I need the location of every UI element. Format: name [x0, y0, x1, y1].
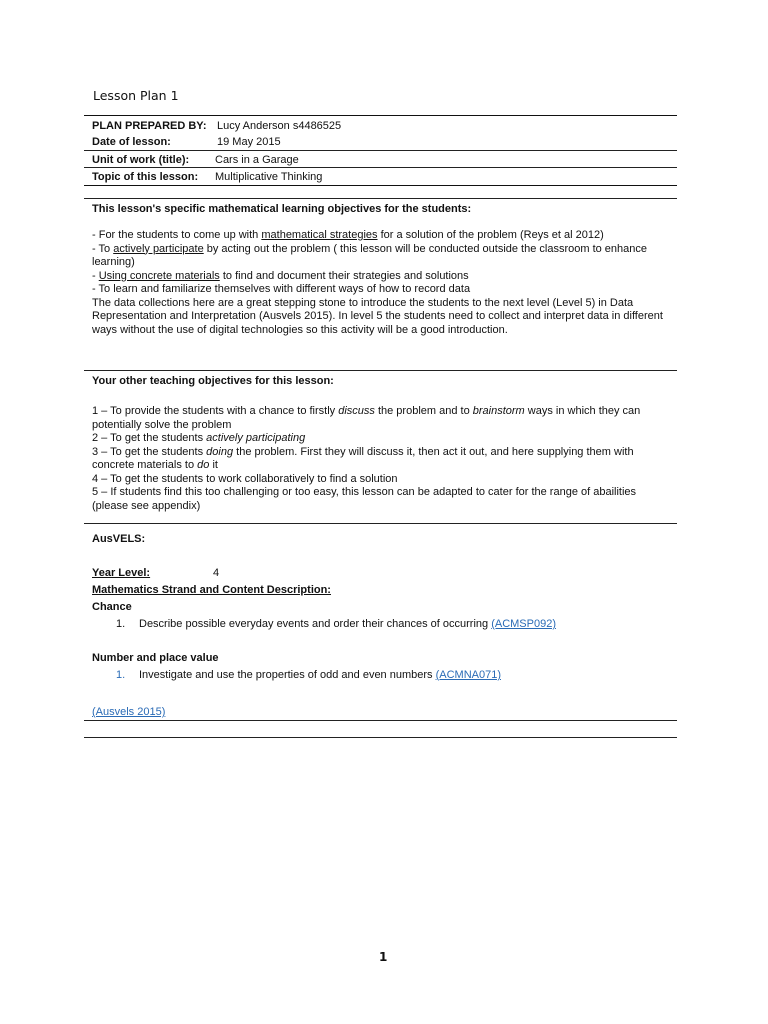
date-value: 19 May 2015 [217, 136, 281, 148]
number-number: 1. [116, 669, 126, 681]
teaching-item [92, 405, 672, 432]
unit-value: Cars in a Garage [215, 154, 299, 166]
text: it [209, 459, 218, 471]
teaching-item: 5 – If students find this too challenging or too easy, this lesson can be adapted to cater for the range of abailities (please see appendix) [92, 486, 637, 512]
acmsp092-link[interactable]: (ACMSP092) [491, 618, 556, 630]
year-level-label [92, 567, 150, 579]
prepared-by-label: PLAN PREPARED BY: [92, 120, 207, 132]
text: 2 – To get the students [92, 432, 207, 444]
table-row-rule [84, 150, 677, 151]
text: actively participate [113, 242, 204, 255]
text: 1 – To provide the students with a chance to firstly [92, 405, 339, 417]
objective-paragraph: The data collections here are a great stepping stone to introduce the students to the next level (Level 5) in Data Representation and Interpretation (Ausvels 2015). In level 5 the students need to collect and interpret data in different ways without the use of digital technologies so this activity will be a good introduction. [92, 296, 663, 336]
prepared-by-value: Lucy Anderson s4486525 [217, 120, 342, 132]
text: doing [206, 445, 234, 458]
number-description [139, 669, 501, 681]
objectives-body [92, 229, 672, 337]
table-top-rule [84, 115, 677, 116]
objectives-heading: This lesson's specific mathematical learning objectives for the students: [92, 203, 472, 215]
section-rule [84, 370, 677, 371]
teaching-item: 4 – To get the students to work collaboratively to find a solution [92, 472, 398, 485]
unit-label: Unit of work (title): [92, 154, 190, 166]
chance-heading: Chance [92, 601, 132, 613]
text: ways in which they can potentially solve the problem [92, 405, 641, 431]
table-bottom-rule [84, 185, 677, 186]
section-rule [84, 720, 677, 721]
text: for a solution of the problem (Reys et al 2012) [377, 229, 604, 241]
text: Year Level: [92, 567, 151, 579]
text: discuss [338, 405, 375, 417]
text: to find and document their strategies and solutions [219, 269, 469, 282]
text: - [92, 269, 99, 282]
page-title: Lesson Plan 1 [93, 88, 179, 103]
page-number: 1 [379, 950, 388, 964]
chance-number: 1. [116, 618, 126, 630]
text: actively participating [206, 432, 306, 444]
text: the problem. First they will discuss it, then act it out, and here supplying them with concrete materials to [92, 445, 634, 471]
teaching-item [92, 432, 672, 446]
text: the problem and to [374, 405, 473, 417]
text: brainstorm [472, 405, 525, 417]
text: Investigate and use the properties of odd and even numbers [139, 669, 436, 681]
text: - To [92, 242, 114, 255]
section-rule [84, 198, 677, 199]
text: by acting out the problem ( this lesson will be conducted outside the classroom to enhance learning) [92, 242, 648, 268]
text: 3 – To get the students [92, 445, 207, 458]
topic-label: Topic of this lesson: [92, 171, 199, 183]
ausvels-reference-link[interactable]: (Ausvels 2015) [92, 706, 166, 718]
number-heading: Number and place value [92, 652, 219, 664]
text: Describe possible everyday events and order their chances of occurring [139, 618, 492, 630]
text: - For the students to come up with [92, 229, 262, 241]
text: do [197, 459, 210, 471]
teaching-item [92, 446, 672, 473]
text: Using concrete materials [98, 269, 220, 282]
text: mathematical strategies [261, 229, 378, 241]
objective-line: - To learn and familiarize themselves with different ways of how to record data [92, 283, 471, 295]
date-label: Date of lesson: [92, 136, 171, 148]
objective-line [92, 243, 672, 270]
objective-line [92, 270, 672, 284]
teaching-body [92, 405, 672, 513]
strand-heading: Mathematics Strand and Content Description: [92, 584, 331, 596]
year-level-value: 4 [213, 567, 220, 579]
teaching-heading: Your other teaching objectives for this lesson: [92, 375, 334, 387]
ausvels-heading: AusVELS: [92, 533, 146, 545]
chance-description [139, 618, 556, 630]
section-rule [84, 523, 677, 524]
topic-value: Multiplicative Thinking [215, 171, 323, 183]
table-row-rule [84, 167, 677, 168]
acmna071-link[interactable]: (ACMNA071) [435, 669, 501, 681]
section-rule [84, 737, 677, 738]
objective-line [92, 229, 672, 243]
